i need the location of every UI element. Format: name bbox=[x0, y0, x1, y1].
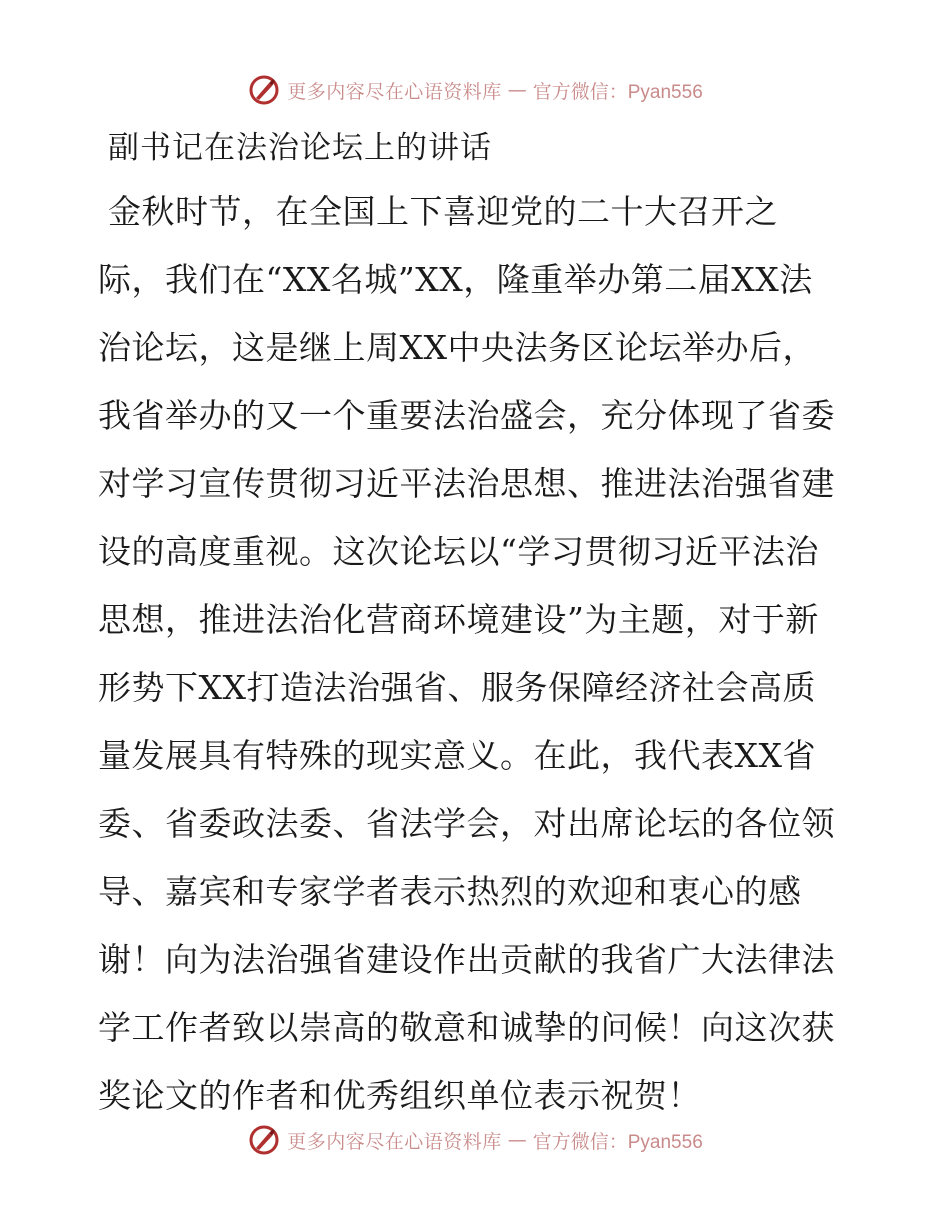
body-line: 设的高度重视。这次论坛以“学习贯彻习近平法治 bbox=[98, 532, 819, 571]
header-watermark bbox=[0, 70, 950, 110]
body-line: 委、省委政法委、省法学会，对出席论坛的各位领 bbox=[98, 804, 835, 843]
pen-logo-icon bbox=[247, 73, 281, 107]
body-line: 奖论文的作者和优秀组织单位表示祝贺！ bbox=[98, 1076, 701, 1115]
body-line: 导、嘉宾和专家学者表示热烈的欢迎和衷心的感 bbox=[98, 872, 802, 911]
footer-watermark bbox=[0, 1120, 950, 1160]
body-line: 形势下XX打造法治强省、服务保障经济社会高质 bbox=[98, 668, 816, 707]
watermark-dash: — bbox=[507, 79, 527, 101]
watermark-wechat: 官方微信：Pyan556 bbox=[532, 81, 703, 103]
body-line: 我省举办的又一个重要法治盛会，充分体现了省委 bbox=[98, 396, 835, 435]
body-line: 谢！向为法治强省建设作出贡献的我省广大法律法 bbox=[98, 940, 835, 979]
body-line: 金秋时节，在全国上下喜迎党的二十大召开之 bbox=[108, 192, 778, 231]
watermark-text: 更多内容尽在心语资料库 bbox=[287, 80, 502, 103]
pen-logo-icon bbox=[247, 1123, 281, 1157]
watermark-dash: — bbox=[507, 1129, 527, 1151]
body-line: 际，我们在“XX名城”XX，隆重举办第二届XX法 bbox=[98, 260, 813, 299]
body-line: 思想，推进法治化营商环境建设”为主题，对于新 bbox=[98, 600, 819, 639]
watermark-text: 更多内容尽在心语资料库 bbox=[287, 1130, 502, 1153]
body-line: 治论坛，这是继上周XX中央法务区论坛举办后， bbox=[98, 328, 816, 367]
document-title: 副书记在法治论坛上的讲话 bbox=[108, 130, 492, 166]
body-line: 学工作者致以崇高的敬意和诚挚的问候！向这次获 bbox=[98, 1008, 835, 1047]
body-line: 量发展具有特殊的现实意义。在此，我代表XX省 bbox=[98, 736, 816, 775]
body-line: 对学习宣传贯彻习近平法治思想、推进法治强省建 bbox=[98, 464, 835, 503]
document-body bbox=[98, 178, 858, 1130]
watermark-wechat: 官方微信：Pyan556 bbox=[532, 1131, 703, 1153]
